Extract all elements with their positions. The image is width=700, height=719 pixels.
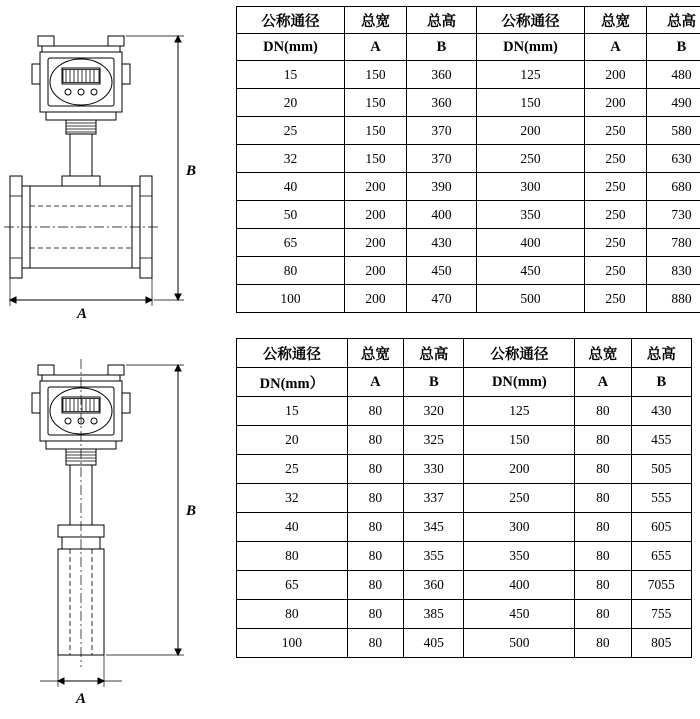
header-b-left: B [407,34,477,61]
cell-b2: 480 [647,61,700,89]
header-dn-left: 公称通径 [237,7,345,34]
cell-a2: 80 [575,513,631,542]
cell-a2: 250 [585,173,647,201]
table-row [237,89,700,117]
table-row [237,173,700,201]
cell-dn: 15 [237,397,348,426]
cell-a: 80 [347,571,403,600]
cell-a: 80 [347,513,403,542]
cell-b2: 880 [647,285,700,313]
cell-b: 360 [407,89,477,117]
table-row [237,145,700,173]
cell-a2: 250 [585,257,647,285]
cell-a2: 80 [575,397,631,426]
cell-a: 80 [347,397,403,426]
cell-b2: 805 [631,629,691,658]
cell-b2: 680 [647,173,700,201]
cell-dn: 100 [237,629,348,658]
cell-dn2: 500 [477,285,585,313]
cell-b2: 580 [647,117,700,145]
cell-b: 360 [404,571,464,600]
header-a-left: A [345,34,407,61]
cell-dn: 32 [237,484,348,513]
cell-b: 337 [404,484,464,513]
cell-b2: 490 [647,89,700,117]
cell-dn: 65 [237,229,345,257]
table-row [237,600,692,629]
cell-a2: 250 [585,229,647,257]
cell-b2: 7055 [631,571,691,600]
cell-a: 80 [347,629,403,658]
bottom-dim-a-label: A [76,691,87,707]
dimension-table-1 [236,6,700,313]
header-width-right: 总宽 [575,339,631,368]
table-row [237,629,692,658]
cell-dn2: 150 [464,426,575,455]
cell-b: 400 [407,201,477,229]
cell-b: 320 [404,397,464,426]
cell-dn: 80 [237,257,345,285]
cell-b: 370 [407,145,477,173]
header-b-right: B [647,34,700,61]
cell-b: 330 [404,455,464,484]
cell-dn2: 250 [464,484,575,513]
header-width-right: 总宽 [585,7,647,34]
header-height-left: 总高 [404,339,464,368]
cell-a: 200 [345,201,407,229]
header-dn-right-unit: DN(mm) [464,368,575,397]
cell-dn2: 450 [477,257,585,285]
cell-dn: 40 [237,513,348,542]
cell-b2: 830 [647,257,700,285]
cell-a: 80 [347,484,403,513]
dimension-table-2 [236,338,692,658]
cell-b2: 755 [631,600,691,629]
table-row [237,455,692,484]
cell-dn: 15 [237,61,345,89]
header-dn-right: 公称通径 [477,7,585,34]
cell-dn2: 400 [477,229,585,257]
table-row [237,257,700,285]
table-row [237,513,692,542]
cell-dn: 100 [237,285,345,313]
cell-a: 200 [345,257,407,285]
header-a-right: A [585,34,647,61]
cell-b2: 730 [647,201,700,229]
cell-dn: 80 [237,600,348,629]
cell-dn: 50 [237,201,345,229]
cell-a: 200 [345,229,407,257]
cell-dn: 25 [237,455,348,484]
cell-dn2: 300 [464,513,575,542]
cell-b: 325 [404,426,464,455]
cell-b2: 780 [647,229,700,257]
header-width-left: 总宽 [347,339,403,368]
cell-dn: 20 [237,89,345,117]
table-row [237,368,692,397]
cell-b2: 555 [631,484,691,513]
cell-dn2: 250 [477,145,585,173]
cell-a: 150 [345,89,407,117]
cell-a2: 250 [585,117,647,145]
table-row [237,7,700,34]
cell-a: 80 [347,600,403,629]
cell-dn: 40 [237,173,345,201]
cell-dn2: 350 [477,201,585,229]
cell-b: 450 [407,257,477,285]
insertion-flowmeter-drawing [0,345,232,719]
cell-a2: 80 [575,455,631,484]
cell-b2: 630 [647,145,700,173]
cell-b: 430 [407,229,477,257]
top-dim-b-label: B [186,163,197,179]
cell-a2: 200 [585,61,647,89]
cell-b: 390 [407,173,477,201]
cell-dn: 65 [237,571,348,600]
table-row [237,339,692,368]
cell-dn: 32 [237,145,345,173]
table-row [237,285,700,313]
cell-b2: 455 [631,426,691,455]
cell-dn: 80 [237,542,348,571]
header-b-left: B [404,368,464,397]
cell-a: 150 [345,117,407,145]
header-dn-right: 公称通径 [464,339,575,368]
cell-dn2: 125 [464,397,575,426]
drawings-column [0,0,232,719]
table-row [237,571,692,600]
cell-a2: 200 [585,89,647,117]
cell-a2: 80 [575,629,631,658]
header-height-right: 总高 [631,339,691,368]
cell-dn2: 150 [477,89,585,117]
table-row [237,117,700,145]
cell-b: 355 [404,542,464,571]
cell-a: 80 [347,542,403,571]
cell-b2: 430 [631,397,691,426]
cell-b: 370 [407,117,477,145]
header-dn-right-unit: DN(mm) [477,34,585,61]
table-row [237,229,700,257]
cell-b: 470 [407,285,477,313]
header-a-left: A [347,368,403,397]
header-dn-left-unit: DN(mm） [237,368,348,397]
table-row [237,484,692,513]
cell-a: 80 [347,455,403,484]
cell-dn: 20 [237,426,348,455]
header-dn-left: 公称通径 [237,339,348,368]
bottom-dim-b-label: B [186,503,197,519]
header-height-right: 总高 [647,7,700,34]
cell-dn2: 200 [464,455,575,484]
cell-a: 150 [345,61,407,89]
header-b-right: B [631,368,691,397]
header-width-left: 总宽 [345,7,407,34]
cell-dn2: 300 [477,173,585,201]
cell-b2: 605 [631,513,691,542]
table-row [237,34,700,61]
cell-dn2: 400 [464,571,575,600]
table-row [237,542,692,571]
cell-b: 385 [404,600,464,629]
cell-a2: 80 [575,426,631,455]
cell-dn2: 450 [464,600,575,629]
inline-flowmeter-drawing [0,0,232,340]
cell-b2: 505 [631,455,691,484]
header-a-right: A [575,368,631,397]
cell-a2: 80 [575,542,631,571]
cell-a: 150 [345,145,407,173]
header-dn-left-unit: DN(mm) [237,34,345,61]
table-row [237,61,700,89]
header-height-left: 总高 [407,7,477,34]
cell-b: 360 [407,61,477,89]
cell-dn2: 200 [477,117,585,145]
cell-a2: 250 [585,285,647,313]
cell-a2: 250 [585,201,647,229]
cell-a2: 250 [585,145,647,173]
cell-dn2: 500 [464,629,575,658]
cell-b2: 655 [631,542,691,571]
cell-a: 200 [345,173,407,201]
cell-a: 200 [345,285,407,313]
cell-dn2: 350 [464,542,575,571]
cell-a: 80 [347,426,403,455]
cell-dn: 25 [237,117,345,145]
cell-a2: 80 [575,600,631,629]
top-dim-a-label: A [77,306,88,322]
table-row [237,397,692,426]
cell-b: 405 [404,629,464,658]
table-row [237,426,692,455]
cell-a2: 80 [575,484,631,513]
cell-a2: 80 [575,571,631,600]
cell-b: 345 [404,513,464,542]
table-row [237,201,700,229]
cell-dn2: 125 [477,61,585,89]
